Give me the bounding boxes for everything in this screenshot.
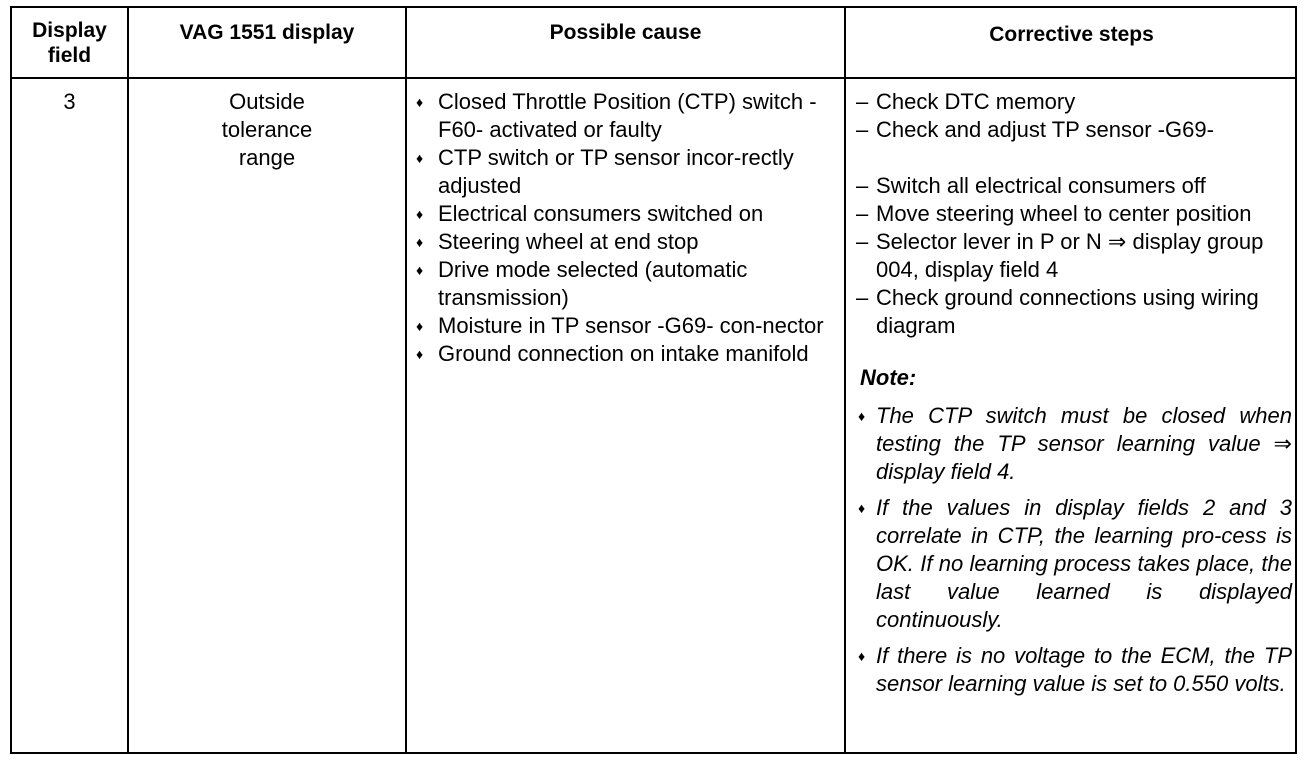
bullet-icon: ♦	[858, 408, 866, 424]
header-display-field	[12, 8, 127, 77]
dash-icon: –	[856, 285, 869, 310]
bullet-icon: ♦	[416, 318, 424, 334]
step-text: Check DTC memory	[876, 89, 1076, 114]
note-item	[850, 494, 1292, 634]
cause-list	[412, 88, 844, 368]
step-text: Check and adjust TP sensor -G69-	[876, 117, 1214, 142]
bullet-icon: ♦	[858, 500, 866, 516]
step-text: Check ground connections using wiring diagram	[876, 285, 1259, 338]
cause-item	[412, 228, 844, 256]
bullet-icon: ♦	[416, 206, 424, 222]
bullet-icon: ♦	[416, 346, 424, 362]
cause-item	[412, 312, 844, 340]
cause-text: Steering wheel at end stop	[438, 229, 699, 254]
cell-vag-display-text: Outside tolerance range	[221, 89, 313, 170]
cell-vag-display	[129, 88, 405, 172]
header-corrective-steps-text: Corrective steps	[989, 23, 1154, 46]
bullet-icon: ♦	[416, 234, 424, 250]
note-text: If the values in display fields 2 and 3 correlate in CTP, the learning pro-cess is OK. If no learning process takes place, the last value learned is displayed continuously.	[876, 495, 1292, 632]
step-item	[850, 200, 1292, 228]
cause-item	[412, 144, 844, 200]
step-text: Selector lever in P or N ⇒ display group 004, display field 4	[876, 229, 1264, 282]
cause-text: Drive mode selected (automatic transmission)	[438, 257, 748, 310]
bullet-icon: ♦	[416, 94, 424, 110]
dash-icon: –	[856, 173, 869, 198]
dash-icon: –	[856, 201, 869, 226]
note-text: If there is no voltage to the ECM, the TP sensor learning value is set to 0.550 volts.	[876, 643, 1292, 696]
note-item	[850, 642, 1292, 698]
bullet-icon: ♦	[858, 648, 866, 664]
spacer	[850, 144, 1292, 172]
notes-list	[850, 402, 1292, 698]
cause-item	[412, 200, 844, 228]
step-text: Move steering wheel to center position	[876, 201, 1252, 226]
dash-icon: –	[856, 89, 869, 114]
cause-item	[412, 340, 844, 368]
step-item	[850, 172, 1292, 200]
cause-item	[412, 256, 844, 312]
cell-corrective-steps	[850, 88, 1292, 698]
cause-text: Electrical consumers switched on	[438, 201, 764, 226]
bullet-icon: ♦	[416, 262, 424, 278]
cause-text: Moisture in TP sensor -G69- con-nector	[438, 313, 824, 338]
cell-display-field: 3	[63, 89, 76, 114]
header-vag-display	[129, 8, 405, 77]
note-item	[850, 402, 1292, 486]
cause-text: Closed Throttle Position (CTP) switch -F60- activated or faulty	[438, 89, 817, 142]
cause-text: CTP switch or TP sensor incor-rectly adjusted	[438, 145, 794, 198]
cause-text: Ground connection on intake manifold	[438, 341, 809, 366]
dash-icon: –	[856, 117, 869, 142]
header-possible-cause-text: Possible cause	[549, 21, 702, 44]
diagnostic-table	[10, 6, 1297, 754]
cause-item	[412, 88, 844, 144]
note-title: Note:	[860, 365, 917, 390]
step-item	[850, 116, 1292, 144]
step-item	[850, 284, 1292, 340]
column-divider	[405, 8, 407, 752]
cell-possible-cause	[412, 88, 844, 368]
header-divider	[12, 77, 1295, 79]
header-corrective-steps	[846, 8, 1297, 77]
step-item	[850, 88, 1292, 116]
note-text: The CTP switch must be closed when testing the TP sensor learning value ⇒ display field 4.	[876, 403, 1292, 484]
header-vag-display-text: VAG 1551 display	[179, 21, 355, 44]
header-possible-cause	[407, 8, 844, 77]
step-item	[850, 228, 1292, 284]
step-text: Switch all electrical consumers off	[876, 173, 1206, 198]
header-display-field-text: Display field	[32, 18, 107, 67]
column-divider	[844, 8, 846, 752]
steps-list	[850, 88, 1292, 340]
bullet-icon: ♦	[416, 150, 424, 166]
dash-icon: –	[856, 229, 869, 254]
